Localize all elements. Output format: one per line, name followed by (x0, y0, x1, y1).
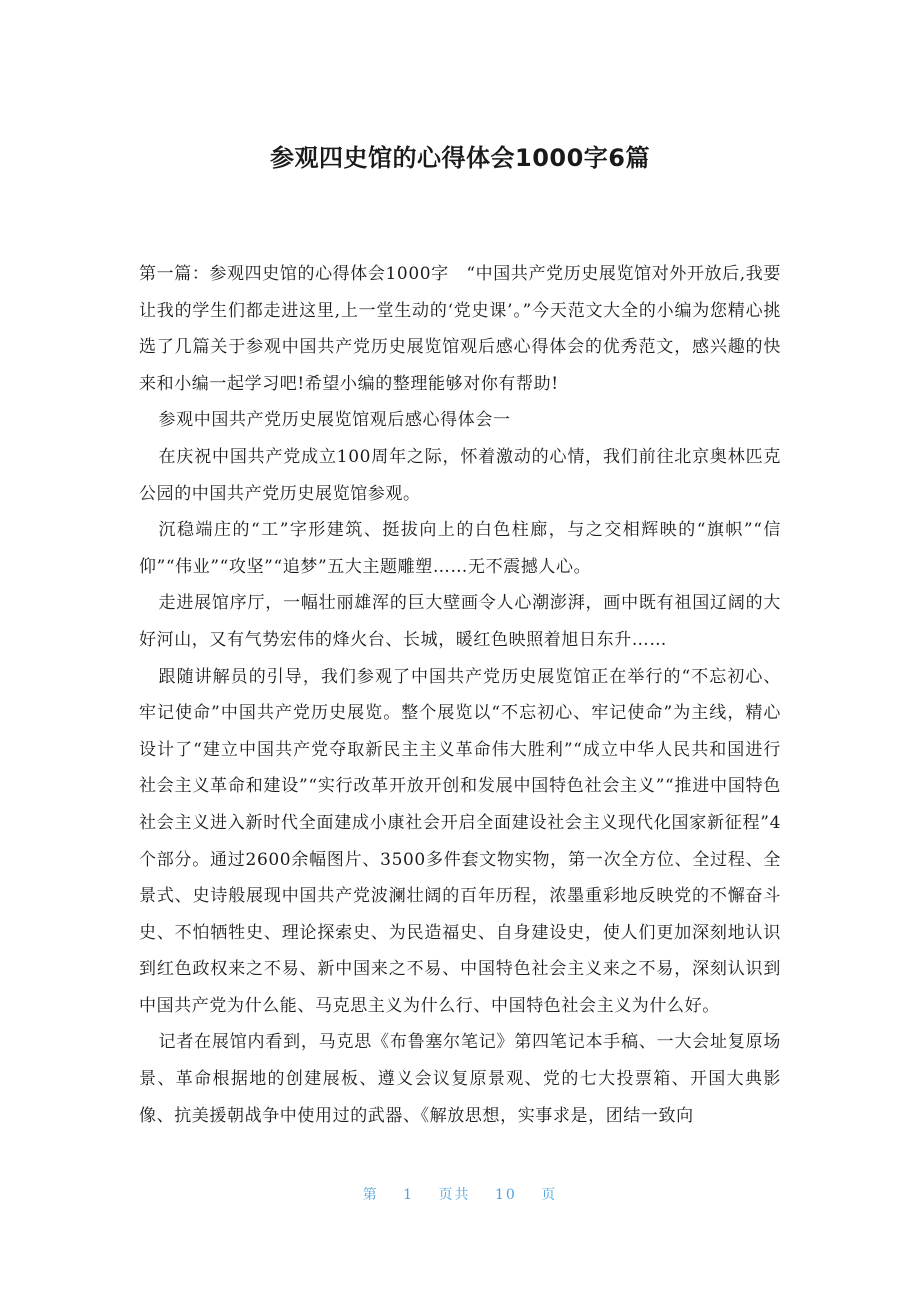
document-title: 参观四史馆的心得体会1000字6篇 (270, 144, 650, 172)
page-footer (0, 1184, 920, 1204)
footer-middle: 页共 (438, 1187, 471, 1203)
paragraph: 跟随讲解员的引导，我们参观了中国共产党历史展览馆正在举行的“不忘初心、牢记使命”中国共产党历史展览。整个展览以“不忘初心、牢记使命”为主线，精心设计了“建立中国共产党夺取新民主主义革命伟大胜利”“成立中华人民共和国进行社会主义革命和建设”“实行改革开放开创和发展中国特色社会主义”“推进中国特色社会主义进入新时代全面建成小康社会开启全面建设社会主义现代化国家新征程”4个部分。通过2600余幅图片、3500多件套文物实物，第一次全方位、全过程、全景式、史诗般展现中国共产党波澜壮阔的百年历程，浓墨重彩地反映党的不懈奋斗史、不怕牺牲史、理论探索史、为民造福史、自身建设史，使人们更加深刻地认识到红色政权来之不易、新中国来之不易、中国特色社会主义来之不易，深刻认识到中国共产党为什么能、马克思主义为什么行、中国特色社会主义为什么好。 (139, 666, 781, 1016)
footer-total-pages: 10 (495, 1187, 517, 1203)
paragraph: 走进展馆序厅，一幅壮丽雄浑的巨大壁画令人心潮澎湃，画中既有祖国辽阔的大好河山，又有气势宏伟的烽火台、长城，暖红色映照着旭日东升…… (139, 593, 781, 650)
document-body (139, 256, 781, 1134)
footer-suffix: 页 (541, 1187, 558, 1203)
footer-page-number: 1 (403, 1187, 415, 1203)
paragraph: 在庆祝中国共产党成立100周年之际，怀着激动的心情，我们前往北京奥林匹克公园的中国共产党历史展览馆参观。 (139, 446, 781, 504)
paragraph: 沉稳端庄的“工”字形建筑、挺拔向上的白色柱廊，与之交相辉映的“旗帜”“信仰”“伟业”“攻坚”“追梦”五大主题雕塑……无不震撼人心。 (139, 520, 781, 577)
paragraph: 记者在展馆内看到，马克思《布鲁塞尔笔记》第四笔记本手稿、一大会址复原场景、革命根据地的创建展板、遵义会议复原景观、党的七大投票箱、开国大典影像、抗美援朝战争中使用过的武器、《解放思想，实事求是，团结一致向 (139, 1032, 781, 1126)
paragraph: 第一篇：参观四史馆的心得体会1000字 “中国共产党历史展览馆对外开放后,我要让我的学生们都走进这里,上一堂生动的‘党史课’。”今天范文大全的小编为您精心挑选了几篇关于参观中国共产党历史展览馆观后感心得体会的优秀范文，感兴趣的快来和小编一起学习吧!希望小编的整理能够对你有帮助! (139, 264, 781, 394)
footer-prefix: 第 (362, 1187, 379, 1203)
paragraph: 参观中国共产党历史展览馆观后感心得体会一 (158, 410, 511, 431)
